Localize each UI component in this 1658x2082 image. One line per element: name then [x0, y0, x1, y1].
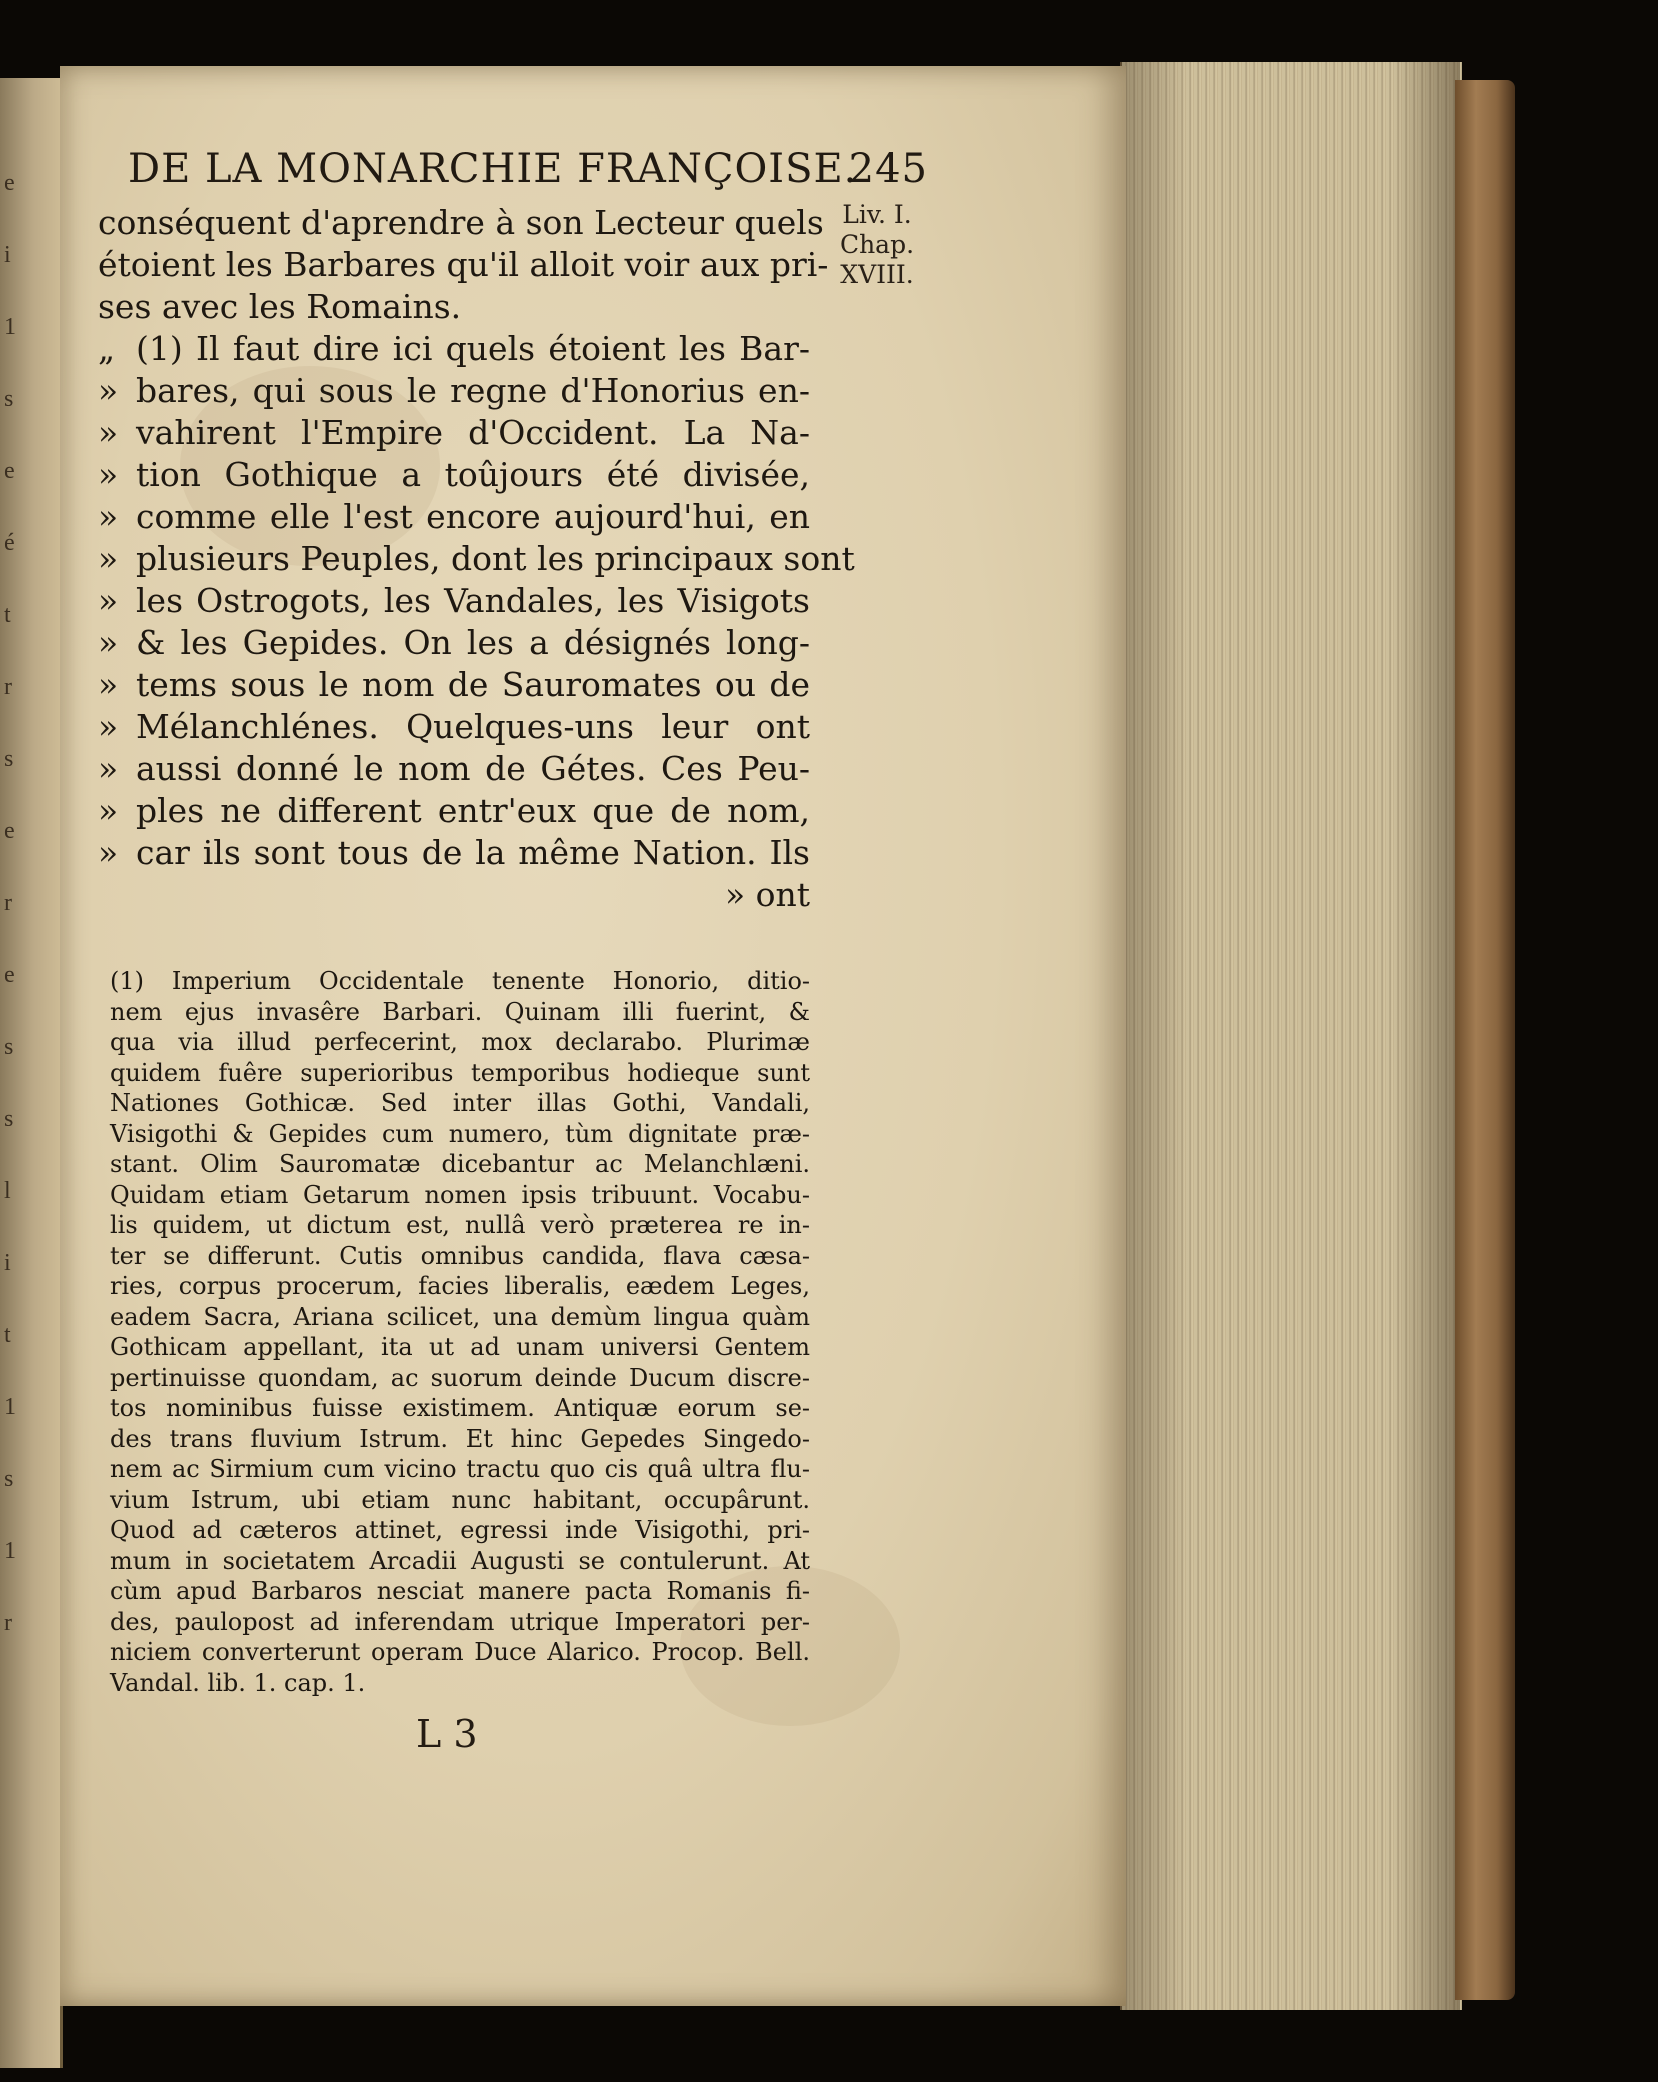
quote-mark: » [98, 623, 119, 662]
text-line [98, 748, 810, 790]
line-text: plusieurs Peuples, dont les principaux sont [136, 539, 855, 578]
footnote-line: des, paulopost ad inferendam utrique Imperatori per- [110, 1607, 810, 1636]
line-text: ses avec les Romains. [98, 287, 462, 326]
footnote-line: Vandal. lib. 1. cap. 1. [110, 1668, 366, 1697]
page-number: 245 [848, 146, 928, 192]
line-text: tion Gothique a toûjours été divisée, [136, 455, 810, 494]
book-cover-edge [1455, 80, 1515, 2000]
footnote-line: mum in societatem Arcadii Augusti se contulerunt. At [110, 1546, 810, 1575]
margin-note [812, 200, 942, 290]
footnote-line: niciem converterunt operam Duce Alarico. Procop. Bell. [110, 1638, 810, 1666]
left-page-letters [0, 170, 20, 1770]
left-page-letter: é [4, 530, 15, 556]
quote-mark: » [98, 749, 119, 788]
left-page-letter: 1 [4, 314, 16, 340]
livre-label: Liv. I. [842, 200, 912, 229]
quote-mark: » [98, 455, 119, 494]
running-head [128, 146, 928, 202]
left-page-letter: s [4, 1466, 14, 1492]
text-line [98, 622, 810, 664]
footnote-line: pertinuisse quondam, ac suorum deinde Ducum discre- [110, 1363, 810, 1392]
footnote-line: ter se differunt. Cutis omnibus candida, flava cæsa- [110, 1241, 810, 1270]
left-page-letter: 1 [4, 1538, 16, 1564]
quote-mark: » [98, 497, 119, 536]
footnote-line: quidem fuêre superioribus temporibus hodieque sunt [110, 1058, 810, 1087]
quote-mark: » [98, 413, 119, 452]
catchword: » ont [724, 875, 810, 914]
left-page-letter: e [4, 818, 15, 844]
text-line [98, 538, 855, 580]
text-line [98, 244, 829, 286]
left-page-letter: s [4, 1034, 14, 1060]
text-line [98, 202, 824, 244]
quote-mark: » [98, 581, 119, 620]
chapitre-number: XVIII. [840, 260, 914, 289]
text-line [98, 580, 810, 622]
footnote-line: lis quidem, ut dictum est, nullâ verò præterea re in- [110, 1211, 810, 1239]
left-page-letter: t [4, 602, 11, 628]
line-text: conséquent d'aprendre à son Lecteur quels [98, 203, 824, 242]
left-page-letter: e [4, 962, 15, 988]
footnote-line: (1) Imperium Occidentale tenente Honorio, ditio- [110, 967, 810, 995]
footnote-line: ries, corpus procerum, facies liberalis, eædem Leges, [110, 1272, 810, 1300]
text-line [98, 664, 810, 706]
text-line [98, 790, 810, 832]
text-line [98, 496, 810, 538]
left-page-letter: r [4, 1610, 12, 1636]
left-page-letter: i [4, 242, 11, 268]
line-text: les Ostrogots, les Vandales, les Visigots [136, 581, 810, 620]
left-page-letter: i [4, 1250, 11, 1276]
quote-mark: » [98, 665, 119, 704]
quote-mark: » [98, 707, 119, 746]
left-page-letter: s [4, 746, 14, 772]
line-text: étoient les Barbares qu'il alloit voir aux pri- [98, 245, 829, 284]
line-text: vahirent l'Empire d'Occident. La Na- [136, 413, 810, 452]
text-line [98, 706, 810, 748]
left-page-letter: e [4, 458, 15, 484]
footnote-line: tos nominibus fuisse existimem. Antiquæ eorum se- [110, 1394, 810, 1422]
left-page-letter: 1 [4, 1394, 16, 1420]
left-page-letter: t [4, 1322, 11, 1348]
text-line [98, 412, 810, 454]
footnote-line: des trans fluvium Istrum. Et hinc Gepedes Singedo- [110, 1424, 810, 1453]
line-text: (1) Il faut dire ici quels étoient les Bar- [136, 329, 810, 368]
running-title: DE LA MONARCHIE FRANÇOISE. [128, 146, 858, 192]
left-page-letter: l [4, 1178, 11, 1204]
left-page-letter: s [4, 1106, 14, 1132]
footnote-line: eadem Sacra, Ariana scilicet, una demùm lingua quàm [110, 1302, 810, 1331]
footnote-line: nem ejus invasêre Barbari. Quinam illi fuerint, & [110, 997, 810, 1026]
footnote-line: vium Istrum, ubi etiam nunc habitant, occupârunt. [110, 1485, 810, 1514]
footnote-block [110, 966, 810, 1698]
signature-mark: L 3 [416, 1712, 478, 1756]
text-line [98, 328, 810, 370]
line-text: bares, qui sous le regne d'Honorius en- [136, 371, 810, 410]
text-line [98, 454, 810, 496]
quote-mark: » [98, 791, 119, 830]
line-text: & les Gepides. On les a désignés long- [136, 623, 810, 662]
fore-edge-shadow [1120, 62, 1460, 2010]
main-text [98, 202, 855, 916]
line-text: aussi donné le nom de Gétes. Ces Peu- [136, 749, 810, 788]
footnote-line: Quidam etiam Getarum nomen ipsis tribuunt. Vocabu- [110, 1180, 810, 1209]
line-text: ples ne different entr'eux que de nom, [136, 791, 810, 830]
quote-mark: „ [98, 329, 116, 368]
text-line [98, 832, 810, 874]
footnote-line: qua via illud perfecerint, mox declarabo. Plurimæ [110, 1028, 810, 1056]
footnote-line: Quod ad cæteros attinet, egressi inde Visigothi, pri- [110, 1516, 810, 1544]
left-page-letter: s [4, 386, 14, 412]
text-line [98, 370, 810, 412]
footnote-line: Nationes Gothicæ. Sed inter illas Gothi, Vandali, [110, 1089, 810, 1117]
footnote-line: nem ac Sirmium cum vicino tractu quo cis quâ ultra flu- [110, 1455, 810, 1483]
quote-mark: » [98, 371, 119, 410]
chapitre-label: Chap. [839, 230, 915, 259]
footnote-line: Visigothi & Gepides cum numero, tùm dignitate præ- [110, 1119, 810, 1148]
left-page-letter: r [4, 890, 12, 916]
footnote-line: Gothicam appellant, ita ut ad unam universi Gentem [110, 1333, 810, 1361]
footnote-line: cùm apud Barbaros nesciat manere pacta Romanis fi- [110, 1577, 810, 1605]
footnote-line: stant. Olim Sauromatæ dicebantur ac Melanchlæni. [110, 1150, 810, 1178]
line-text: comme elle l'est encore aujourd'hui, en [136, 497, 810, 536]
quote-mark: » [98, 539, 119, 578]
line-text: Mélanchlénes. Quelques-uns leur ont [136, 707, 810, 746]
left-page-letter: r [4, 674, 12, 700]
quote-mark: » [98, 833, 119, 872]
left-page-letter: e [4, 170, 15, 196]
text-line [98, 286, 810, 328]
line-text: car ils sont tous de la même Nation. Ils [136, 833, 810, 872]
line-text: tems sous le nom de Sauromates ou de [136, 665, 810, 704]
